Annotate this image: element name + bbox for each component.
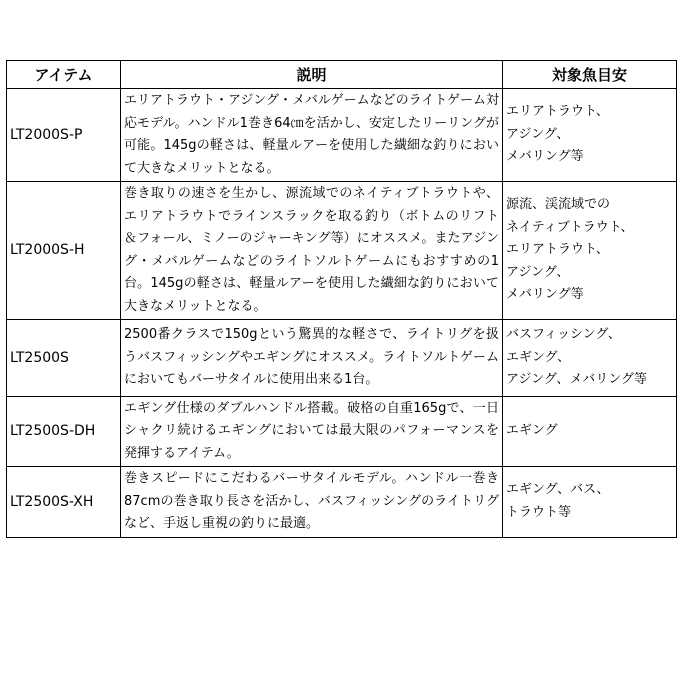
header-item: アイテム [7,61,121,89]
fish-line: エギング [506,423,558,438]
item-name: LT2500S-DH [7,396,121,467]
fish-line: エギング、バス、 [506,482,610,498]
target-fish [503,467,677,538]
table-row [7,182,677,320]
item-description: 2500番クラスで150gという驚異的な軽さで、ライトリグを扱うバスフィッシングやエギングにオススメ。ライトソルトゲームにおいてもバーサタイルに使用出来る1台。 [121,320,503,397]
table-row [7,89,677,182]
header-target-fish: 対象魚目安 [503,61,677,89]
fish-line: ネイティブトラウト、 [506,219,634,235]
table-row [7,467,677,538]
header-description: 説明 [121,61,503,89]
table-row [7,396,677,467]
fish-line: エギング、 [506,349,571,365]
fish-line: アジング、 [506,264,570,280]
table-row [7,320,677,397]
fish-line: アジング、メバリング等 [506,372,647,387]
fish-line: エリアトラウト、 [506,104,609,120]
fish-line: メバリング等 [506,149,584,165]
item-description: エギング仕様のダブルハンドル搭載。破格の自重165gで、一日シャクリ続けるエギングにおいては最大限のパフォーマンスを発揮するアイテム。 [121,396,503,467]
fish-line: メバリング等 [506,287,584,303]
target-fish [503,182,677,320]
item-name: LT2000S-H [7,182,121,320]
fish-line: バスフィッシング、 [506,327,621,342]
spec-table [6,60,677,538]
fish-line: アジング、 [506,126,570,142]
fish-line: 源流、渓流域での [506,197,611,213]
header-row [7,61,677,89]
item-name: LT2000S-P [7,89,121,182]
item-name: LT2500S-XH [7,467,121,538]
item-description: 巻きスピードにこだわるバーサタイルモデル。ハンドル一巻き87cmの巻き取り長さを活かし、バスフィッシングのライトリグなど、手返し重視の釣りに最適。 [121,467,503,538]
fish-line: トラウト等 [506,504,572,520]
item-description: 巻き取りの速さを生かし、源流域でのネイティブトラウトや、エリアトラウトでラインスラックを取る釣り（ボトムのリフト＆フォール、ミノーのジャーキング等）にオススメ。またアジング・メバルゲームなどのライトソルトゲームにもおすすめの1台。145gの軽さは、軽量ルアーを使用した繊細な釣りにおいて大きなメリットとなる。 [121,182,503,320]
target-fish [503,320,677,397]
target-fish [503,396,677,467]
fish-line: エリアトラウト、 [506,242,609,258]
item-name: LT2500S [7,320,121,397]
target-fish [503,89,677,182]
item-description: エリアトラウト・アジング・メバルゲームなどのライトゲーム対応モデル。ハンドル1巻き64㎝を活かし、安定したリーリングが可能。145gの軽さは、軽量ルアーを使用した繊細な釣りにおいて大きなメリットとなる。 [121,89,503,182]
